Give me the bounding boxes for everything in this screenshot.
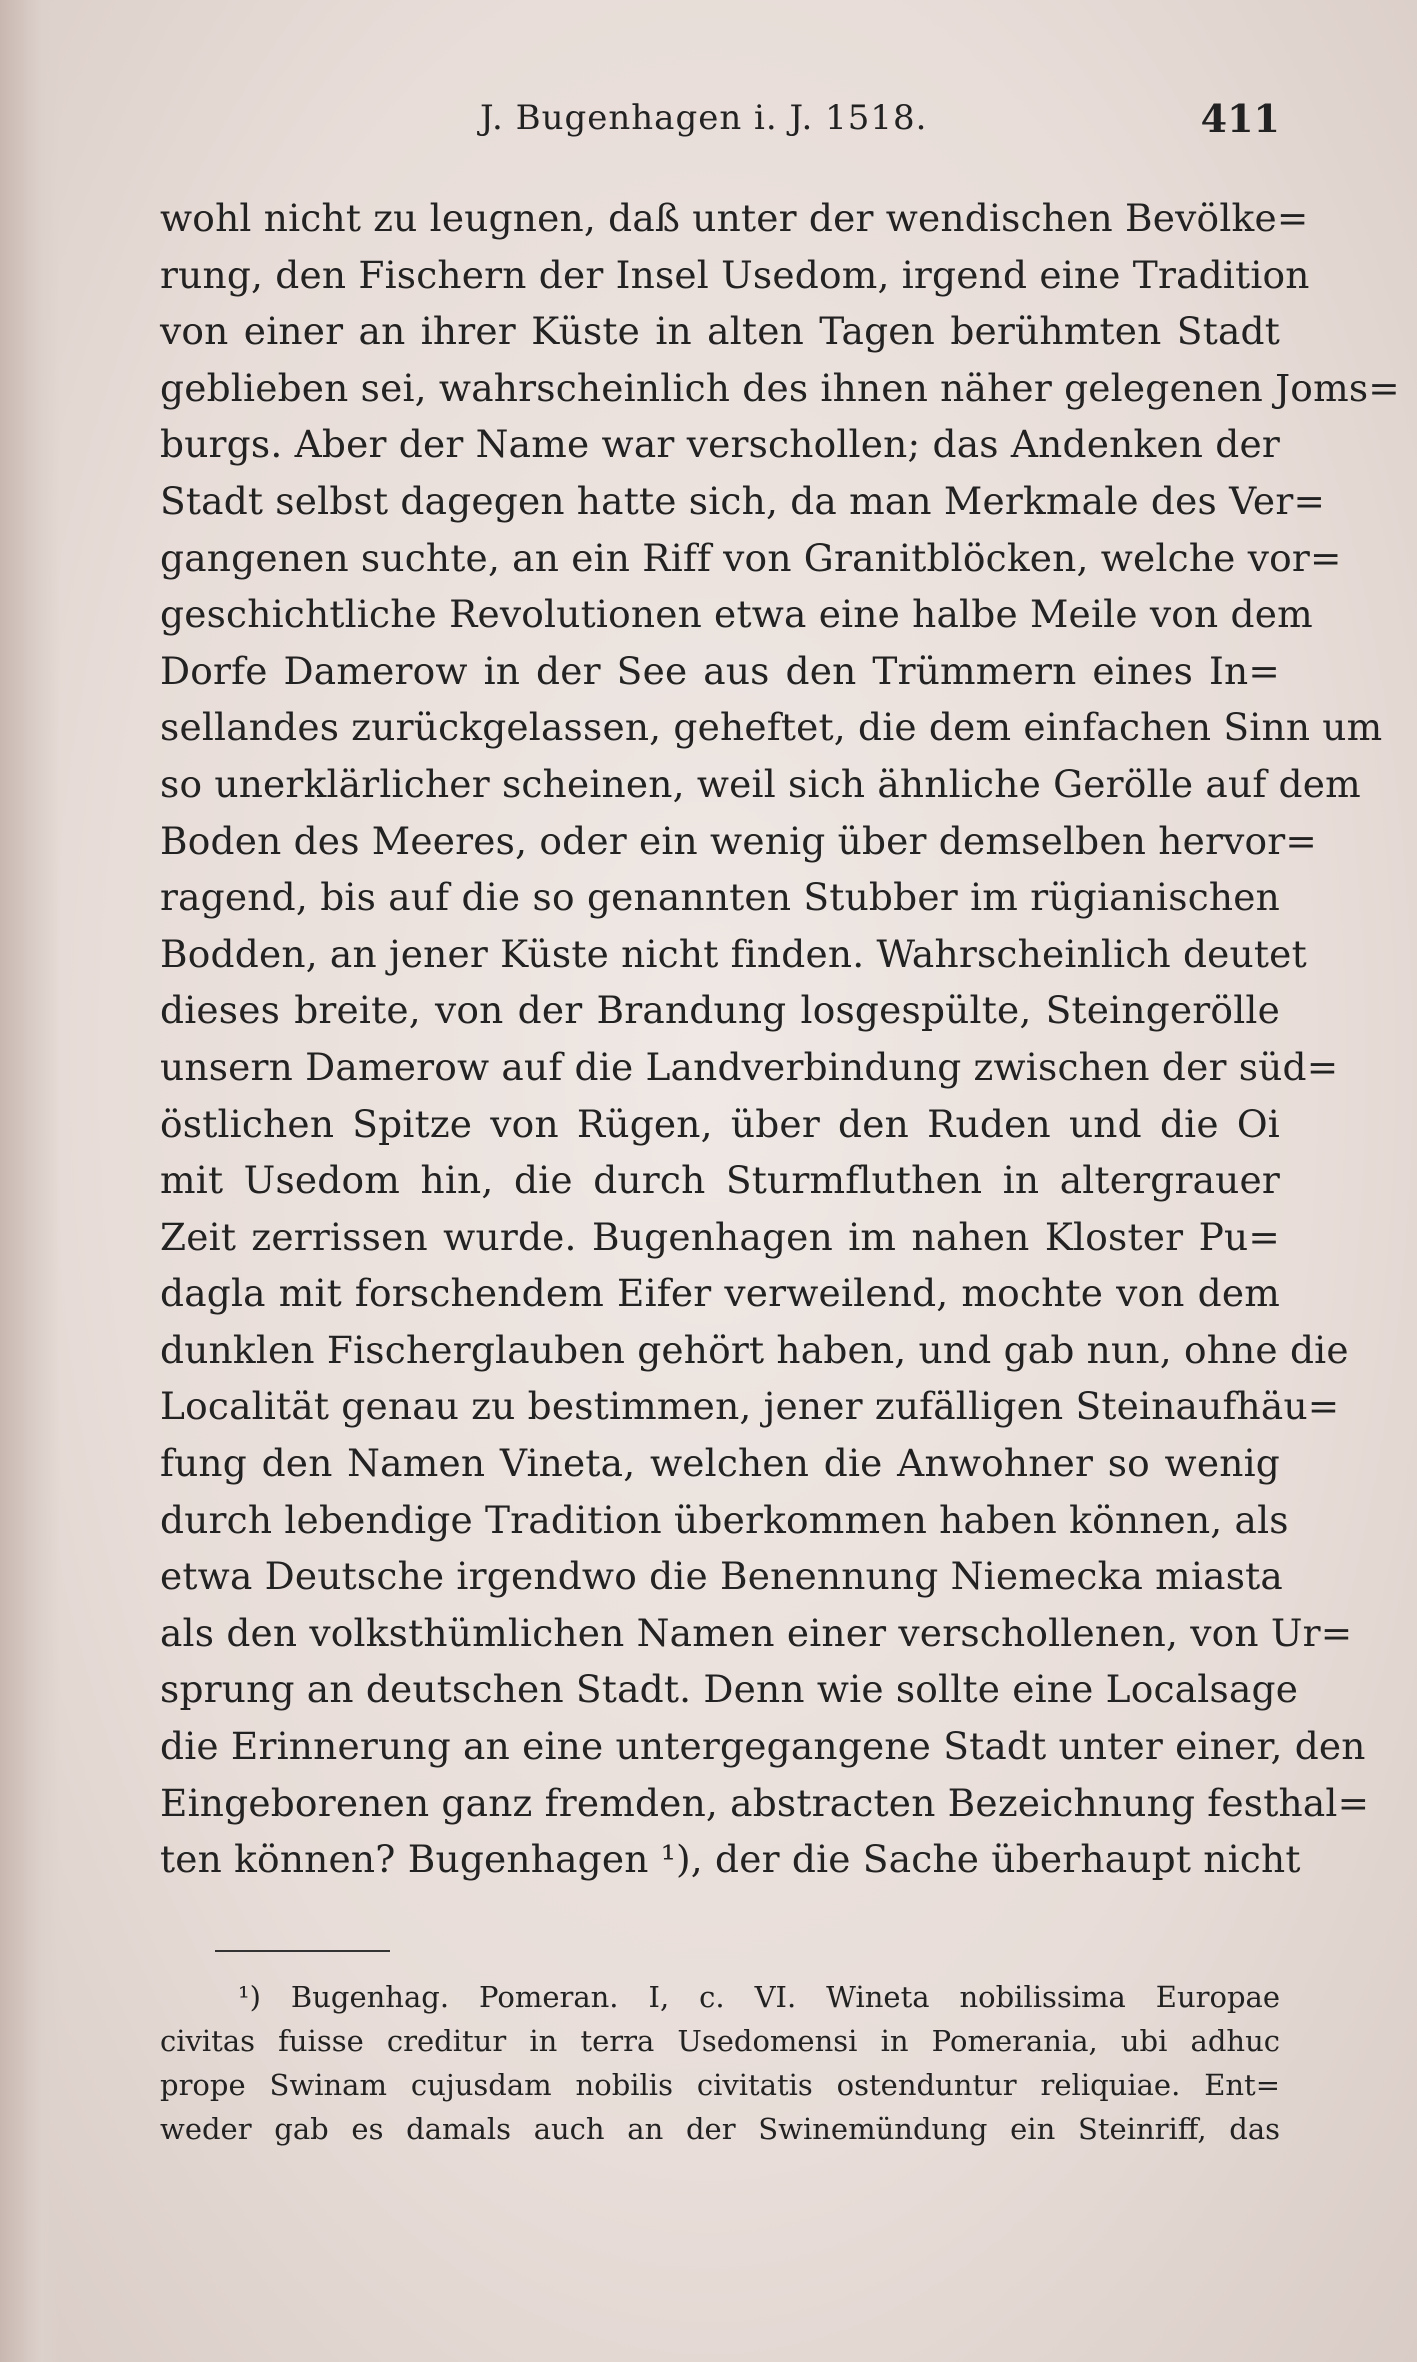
text-line: sprung an deutschen Stadt. Denn wie sollte eine Localsage [160,1667,1299,1712]
text-line: fung den Namen Vineta, welchen die Anwohner so wenig [160,1441,1280,1486]
text-line: so unerklärlicher scheinen, weil sich ähnliche Gerölle auf dem [160,761,1361,806]
text-line: Boden des Meeres, oder ein wenig über demselben hervor= [160,818,1318,863]
text-line: wohl nicht zu leugnen, daß unter der wendischen Bevölke= [160,196,1309,240]
text-line: rung, den Fischern der Insel Usedom, irgend eine Tradition [160,252,1310,297]
text-line: burgs. Aber der Name war verschollen; das Andenken der [160,422,1280,467]
footnote-line: weder gab es damals auch an der Swinemündung ein Steinriff, das [160,2112,1280,2146]
footnote-line: civitas fuisse creditur in terra Usedomensi in Pomerania, ubi adhuc [160,2024,1280,2058]
running-head: J. Bugenhagen i. J. 1518. [480,98,928,138]
text-line: als den volksthümlichen Namen einer verschollenen, von Ur= [160,1610,1353,1655]
text-line: Dorfe Damerow in der See aus den Trümmern eines In= [160,648,1280,693]
text-line: dunklen Fischerglauben gehört haben, und gab nun, ohne die [160,1327,1349,1372]
text-line: die Erinnerung an eine untergegangene Stadt unter einer, den [160,1724,1366,1769]
text-line: dieses breite, von der Brandung losgespülte, Steingerölle [160,988,1280,1033]
text-line: etwa Deutsche irgendwo die Benennung Niemecka miasta [160,1554,1283,1599]
text-line: geblieben sei, wahrscheinlich des ihnen näher gelegenen Joms= [160,365,1400,410]
text-line: Localität genau zu bestimmen, jener zufälligen Steinaufhäu= [160,1384,1340,1429]
text-line: gangenen suchte, an ein Riff von Granitblöcken, welche vor= [160,535,1342,580]
text-line: ragend, bis auf die so genannten Stubber im rügianischen [160,875,1280,920]
text-line: von einer an ihrer Küste in alten Tagen berühmten Stadt [160,309,1280,354]
text-line: unsern Damerow auf die Landverbindung zwischen der süd= [160,1044,1339,1089]
footnote-divider [215,1950,390,1952]
footnote [160,1975,1280,2151]
text-line: sellandes zurückgelassen, geheftet, die dem einfachen Sinn um [160,705,1383,750]
page-header [160,92,1280,152]
text-line: dagla mit forschendem Eifer verweilend, mochte von dem [160,1271,1280,1316]
page-gutter-shadow [0,0,60,2362]
text-line: ten können? Bugenhagen ¹), der die Sache überhaupt nicht [160,1837,1301,1882]
main-text [160,190,1400,1888]
text-line: Eingeborenen ganz fremden, abstracten Bezeichnung festhal= [160,1780,1370,1825]
text-line: Stadt selbst dagegen hatte sich, da man Merkmale des Ver= [160,478,1326,523]
text-line: östlichen Spitze von Rügen, über den Ruden und die Oi [160,1101,1280,1146]
footnote-line: prope Swinam cujusdam nobilis civitatis ostenduntur reliquiae. Ent= [160,2068,1280,2102]
footnote-line: ¹) Bugenhag. Pomeran. I, c. VI. Wineta nobilissima Europae [238,1980,1280,2014]
text-line: durch lebendige Tradition überkommen haben können, als [160,1497,1289,1542]
page-number: 411 [1200,96,1280,141]
text-line: Bodden, an jener Küste nicht finden. Wahrscheinlich deutet [160,931,1307,976]
text-line: mit Usedom hin, die durch Sturmfluthen in altergrauer [160,1158,1280,1203]
text-line: Zeit zerrissen wurde. Bugenhagen im nahen Kloster Pu= [160,1214,1280,1259]
text-line: geschichtliche Revolutionen etwa eine halbe Meile von dem [160,592,1313,637]
